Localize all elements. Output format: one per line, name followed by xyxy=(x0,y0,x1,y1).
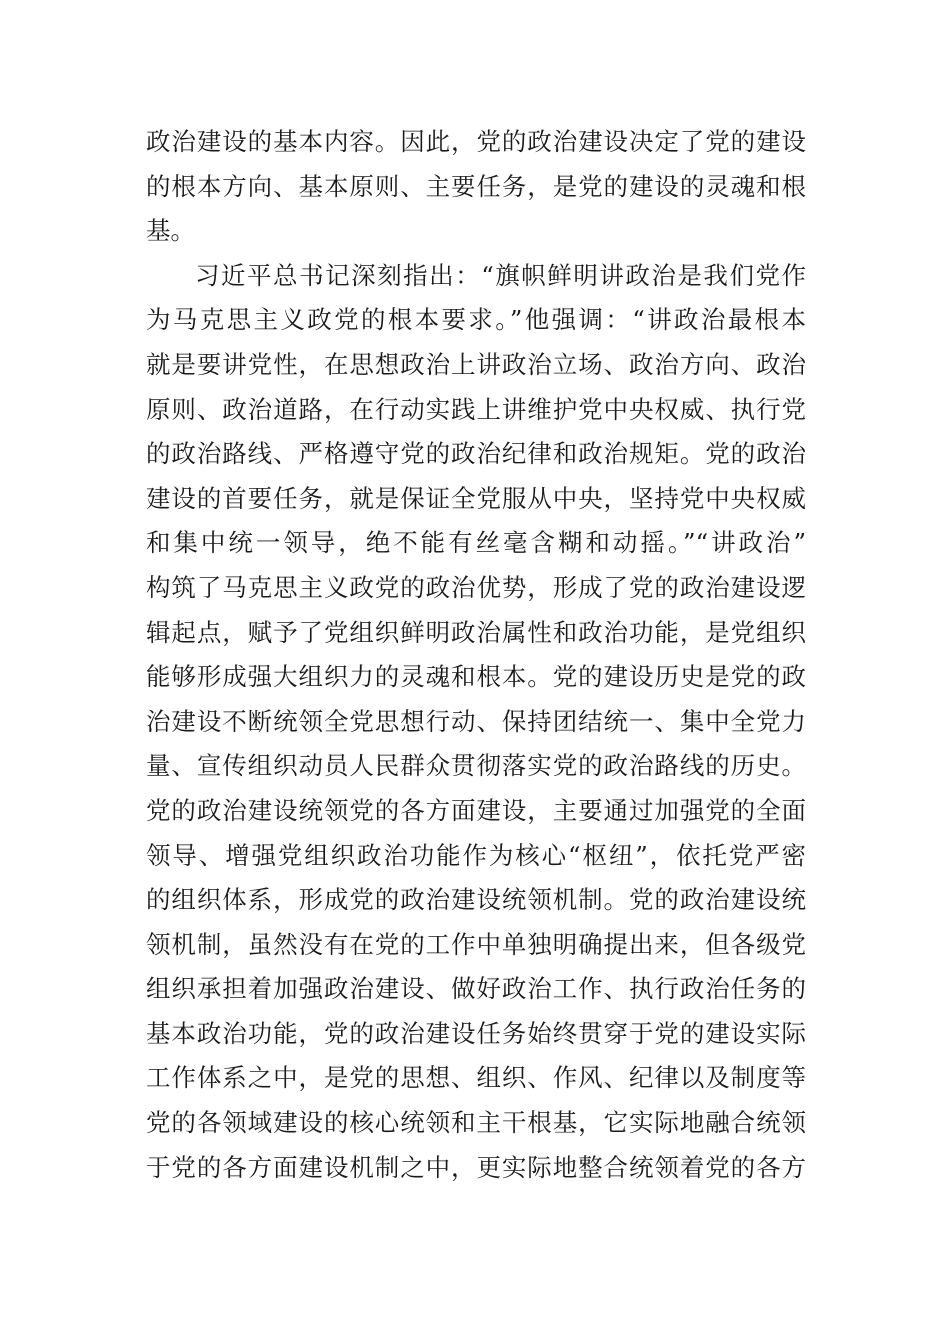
text-line: 党的各领域建设的核心统领和主干根基，它实际地融合统领 xyxy=(146,1108,806,1138)
text-line: 的根本方向、基本原则、主要任务，是党的建设的灵魂和根 xyxy=(146,171,806,201)
text-line: 组织承担着加强政治建设、做好政治工作、执行政治任务的 xyxy=(146,974,806,1004)
text-line: 量、宣传组织动员人民群众贯彻落实党的政治路线的历史。 xyxy=(146,751,806,781)
text-line: 基。 xyxy=(146,216,195,246)
text-line: 于党的各方面建设机制之中，更实际地整合统领着党的各方 xyxy=(146,1152,806,1182)
text-line: 辑起点，赋予了党组织鲜明政治属性和政治功能，是党组织 xyxy=(146,617,806,647)
text-line: 为马克思主义政党的根本要求。”他强调：“讲政治最根本 xyxy=(146,305,806,335)
text-line: 原则、政治道路，在行动实践上讲维护党中央权威、执行党 xyxy=(146,394,806,424)
text-line: 的政治路线、严格遵守党的政治纪律和政治规矩。党的政治 xyxy=(146,439,806,469)
text-line: 习近平总书记深刻指出：“旗帜鲜明讲政治是我们党作 xyxy=(195,260,806,290)
text-line: 领机制，虽然没有在党的工作中单独明确提出来，但各级党 xyxy=(146,929,806,959)
text-line: 能够形成强大组织力的灵魂和根本。党的建设历史是党的政 xyxy=(146,662,806,692)
text-line: 领导、增强党组织政治功能作为核心“枢纽”，依托党严密 xyxy=(146,840,806,870)
text-line: 工作体系之中，是党的思想、组织、作风、纪律以及制度等 xyxy=(146,1063,806,1093)
text-line: 就是要讲党性，在思想政治上讲政治立场、政治方向、政治 xyxy=(146,349,806,379)
text-line: 治建设不断统领全党思想行动、保持团结统一、集中全党力 xyxy=(146,706,806,736)
text-line: 的组织体系，形成党的政治建设统领机制。党的政治建设统 xyxy=(146,885,806,915)
text-line: 基本政治功能，党的政治建设任务始终贯穿于党的建设实际 xyxy=(146,1018,806,1048)
text-line: 党的政治建设统领党的各方面建设，主要通过加强党的全面 xyxy=(146,795,806,825)
text-line: 建设的首要任务，就是保证全党服从中央，坚持党中央权威 xyxy=(146,483,806,513)
text-line: 构筑了马克思主义政党的政治优势，形成了党的政治建设逻 xyxy=(146,572,806,602)
text-line: 政治建设的基本内容。因此，党的政治建设决定了党的建设 xyxy=(146,127,806,156)
body-text xyxy=(146,120,806,1190)
text-line: 和集中统一领导，绝不能有丝毫含糊和动摇。”“讲政治” xyxy=(146,528,806,558)
